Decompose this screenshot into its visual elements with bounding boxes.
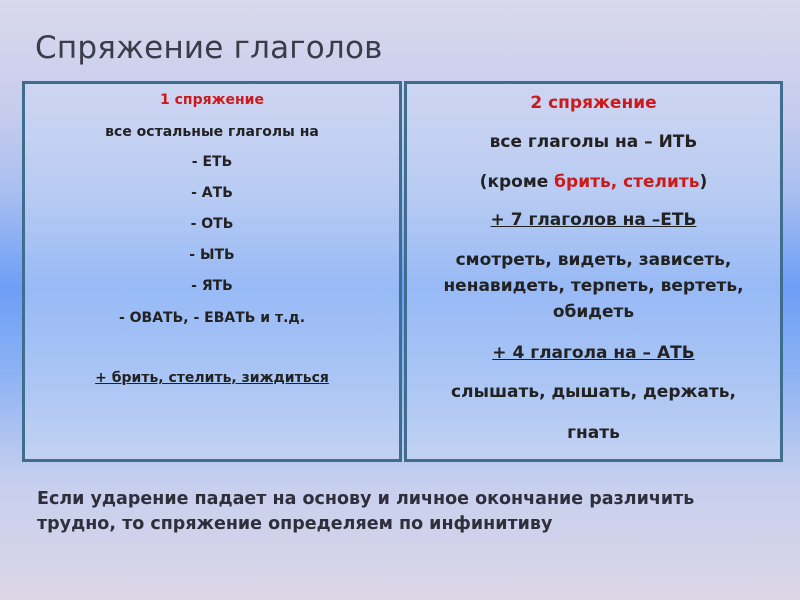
first-conjugation-intro: все остальные глаголы на [105, 124, 319, 140]
second-conjugation-box [404, 81, 783, 462]
note-line-2: трудно, то спряжение определяем по инфинитиву [37, 514, 553, 534]
second-conjugation-heading: 2 спряжение [530, 93, 657, 113]
note-line-1: Если ударение падает на основу и личное окончание различить [37, 489, 695, 509]
except-close: ) [699, 172, 708, 192]
ending-et: - ЕТЬ [191, 154, 233, 170]
second-conjugation-except [407, 172, 780, 192]
except-words: брить, стелить [554, 172, 700, 192]
ending-yt: - ЫТЬ [189, 247, 235, 263]
infinitive-note [37, 487, 777, 537]
except-open: (кроме [479, 172, 555, 192]
first-conjugation-extra: + брить, стелить, зиждиться [95, 370, 329, 386]
second-conjugation-intro: все глаголы на – ИТЬ [489, 132, 698, 152]
slide-title: Спряжение глаголов [35, 30, 383, 66]
first-conjugation-heading: 1 спряжение [159, 92, 264, 108]
ending-at: - АТЬ [191, 185, 233, 201]
four-verbs-line-1: слышать, дышать, держать, [451, 382, 736, 402]
plus-seven-verbs: + 7 глаголов на –ЕТЬ [490, 210, 697, 230]
ending-yat: - ЯТЬ [191, 278, 233, 294]
seven-verbs-line-3: обидеть [552, 302, 635, 322]
four-verbs-line-2: гнать [567, 423, 620, 443]
seven-verbs-line-2: ненавидеть, терпеть, вертеть, [443, 276, 744, 296]
first-conjugation-box [22, 81, 402, 462]
ending-ot: - ОТЬ [190, 216, 234, 232]
seven-verbs-line-1: смотреть, видеть, зависеть, [455, 250, 732, 270]
ending-ovat-evat: - ОВАТЬ, - ЕВАТЬ и т.д. [118, 310, 306, 326]
plus-four-verbs: + 4 глагола на – АТЬ [492, 343, 695, 363]
